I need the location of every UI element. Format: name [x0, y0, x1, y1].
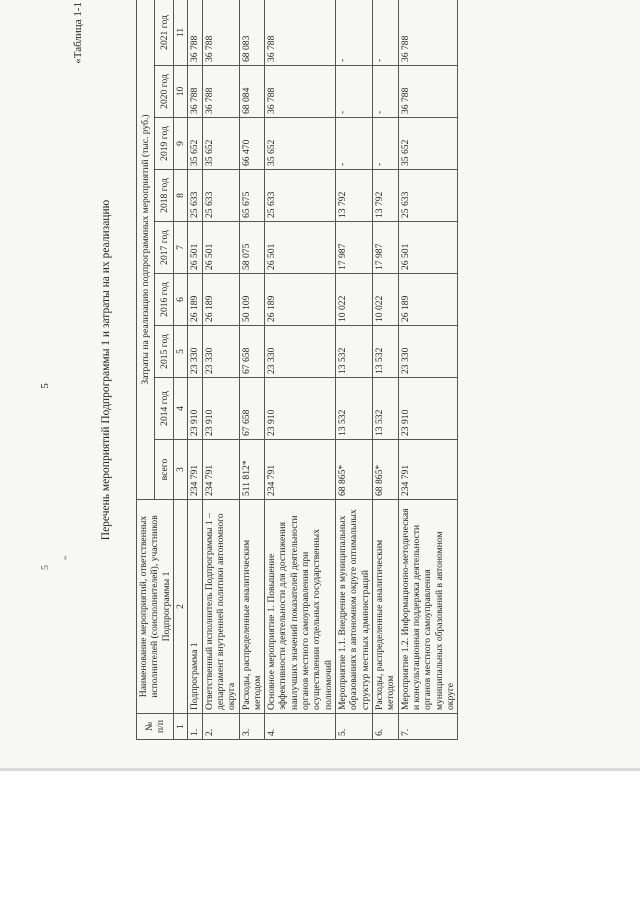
- rotated-table-block: [72, 0, 605, 740]
- row-number: 7.: [398, 714, 458, 740]
- column-index: 10: [173, 66, 187, 118]
- row-year-value: -: [336, 66, 373, 118]
- row-year-value: 26 501: [202, 222, 239, 274]
- row-year-value: 50 109: [239, 274, 265, 326]
- header-year: 2021 год: [155, 0, 173, 66]
- row-year-value: 23 910: [265, 378, 336, 440]
- costs-table: [136, 0, 458, 740]
- row-total: 68 865*: [336, 440, 373, 500]
- row-name: Расходы, распределенные аналитическим методом: [239, 500, 265, 714]
- header-year: 2017 год: [155, 222, 173, 274]
- column-index: 4: [173, 378, 187, 440]
- row-year-value: 23 910: [398, 378, 458, 440]
- header-year: 2014 год: [155, 378, 173, 440]
- scan-edge: [0, 768, 640, 771]
- row-year-value: 25 633: [202, 170, 239, 222]
- row-number: 2.: [202, 714, 239, 740]
- table-title: Перечень мероприятий Подпрограммы 1 и затраты на их реализацию: [100, 199, 112, 541]
- row-year-value: 36 788: [202, 0, 239, 66]
- row-name: Мероприятие 1.1. Внедрение в муниципальных образованиях в автономном округе оптимальных структур местных администраций: [336, 500, 373, 714]
- header-year: 2016 год: [155, 274, 173, 326]
- row-name: Ответственный исполнитель Подпрограммы 1 – департамент внутренней политики автономного округа: [202, 500, 239, 714]
- row-year-value: 10 022: [336, 274, 373, 326]
- header-total: всего: [155, 440, 173, 500]
- column-index-row: [173, 0, 187, 740]
- row-year-value: 35 652: [265, 118, 336, 170]
- table-row: [202, 0, 239, 740]
- column-index: 6: [173, 274, 187, 326]
- row-year-value: 26 189: [398, 274, 458, 326]
- row-year-value: 23 330: [188, 326, 202, 378]
- row-year-value: -: [372, 0, 398, 66]
- row-year-value: 35 652: [398, 118, 458, 170]
- side-mark-1: 5: [40, 565, 51, 570]
- row-year-value: 25 633: [398, 170, 458, 222]
- row-total: 234 791: [202, 440, 239, 500]
- row-year-value: 36 788: [398, 0, 458, 66]
- row-number: 5.: [336, 714, 373, 740]
- row-year-value: -: [336, 118, 373, 170]
- table-row: [265, 0, 336, 740]
- row-year-value: 35 652: [188, 118, 202, 170]
- row-year-value: 17 987: [336, 222, 373, 274]
- page-number: 5: [38, 383, 51, 389]
- row-year-value: 23 910: [202, 378, 239, 440]
- header-year: 2018 год: [155, 170, 173, 222]
- header-costs: Затраты на реализацию подпрограммных мероприятий (тыс. руб.): [137, 0, 155, 500]
- column-index: 3: [173, 440, 187, 500]
- header-name: Наименование мероприятий, ответственных исполнителей (соисполнителей), участников Подпрограммы 1: [137, 500, 174, 714]
- table-row: [398, 0, 458, 740]
- row-year-value: 68 084: [239, 66, 265, 118]
- column-index: 7: [173, 222, 187, 274]
- row-year-value: 36 788: [265, 66, 336, 118]
- row-name: Подпрограмма 1: [188, 500, 202, 714]
- row-year-value: 26 189: [202, 274, 239, 326]
- row-year-value: 35 652: [202, 118, 239, 170]
- table-row: [188, 0, 202, 740]
- row-year-value: 13 532: [372, 378, 398, 440]
- row-year-value: 26 189: [265, 274, 336, 326]
- column-index: 2: [173, 500, 187, 714]
- column-index: 5: [173, 326, 187, 378]
- row-year-value: 67 658: [239, 378, 265, 440]
- row-year-value: 23 330: [398, 326, 458, 378]
- row-year-value: 13 532: [336, 378, 373, 440]
- row-year-value: 65 675: [239, 170, 265, 222]
- row-number: 3.: [239, 714, 265, 740]
- header-num: № п/п: [137, 714, 174, 740]
- row-total: 234 791: [265, 440, 336, 500]
- row-year-value: 10 022: [372, 274, 398, 326]
- row-year-value: 13 792: [372, 170, 398, 222]
- row-year-value: 67 658: [239, 326, 265, 378]
- table-row: [239, 0, 265, 740]
- row-year-value: 26 189: [188, 274, 202, 326]
- row-year-value: 13 532: [372, 326, 398, 378]
- table-row: [372, 0, 398, 740]
- row-year-value: 23 330: [265, 326, 336, 378]
- row-total: 234 791: [188, 440, 202, 500]
- column-index: 9: [173, 118, 187, 170]
- column-index: 11: [173, 0, 187, 66]
- side-mark-2: “: [63, 555, 74, 560]
- column-index: 8: [173, 170, 187, 222]
- header-year: 2020 год: [155, 66, 173, 118]
- row-year-value: 36 788: [188, 0, 202, 66]
- row-year-value: 26 501: [188, 222, 202, 274]
- table-label: «Таблица 1-1: [72, 2, 84, 64]
- row-name: Мероприятие 1.2. Информационно-методическая и консультационная поддержка деятельности органов местного самоуправления муниципальных образований в автономном округе: [398, 500, 458, 714]
- row-year-value: 66 470: [239, 118, 265, 170]
- row-year-value: 17 987: [372, 222, 398, 274]
- row-name: Расходы, распределенные аналитическим методом: [372, 500, 398, 714]
- row-year-value: 13 792: [336, 170, 373, 222]
- header-year: 2015 год: [155, 326, 173, 378]
- row-year-value: 68 083: [239, 0, 265, 66]
- row-year-value: -: [336, 0, 373, 66]
- row-year-value: 25 633: [265, 170, 336, 222]
- row-year-value: 23 910: [188, 378, 202, 440]
- row-number: 6.: [372, 714, 398, 740]
- column-index: 1: [173, 714, 187, 740]
- row-year-value: 36 788: [202, 66, 239, 118]
- row-year-value: 36 788: [265, 0, 336, 66]
- row-name: Основное мероприятие 1. Повышение эффективности деятельности для достижения наилучших значений показателей деятельности органов местного самоуправления при осуществлении отдельных государственных полномочий: [265, 500, 336, 714]
- table-row: [336, 0, 373, 740]
- row-year-value: 58 075: [239, 222, 265, 274]
- row-year-value: 13 532: [336, 326, 373, 378]
- row-total: 511 812*: [239, 440, 265, 500]
- header-year: 2019 год: [155, 118, 173, 170]
- row-year-value: 36 788: [188, 66, 202, 118]
- row-number: 1.: [188, 714, 202, 740]
- row-year-value: 23 330: [202, 326, 239, 378]
- row-year-value: 26 501: [398, 222, 458, 274]
- row-year-value: -: [372, 66, 398, 118]
- row-year-value: 25 633: [188, 170, 202, 222]
- row-total: 68 865*: [372, 440, 398, 500]
- row-year-value: 26 501: [265, 222, 336, 274]
- row-year-value: -: [372, 118, 398, 170]
- row-number: 4.: [265, 714, 336, 740]
- row-total: 234 791: [398, 440, 458, 500]
- row-year-value: 36 788: [398, 66, 458, 118]
